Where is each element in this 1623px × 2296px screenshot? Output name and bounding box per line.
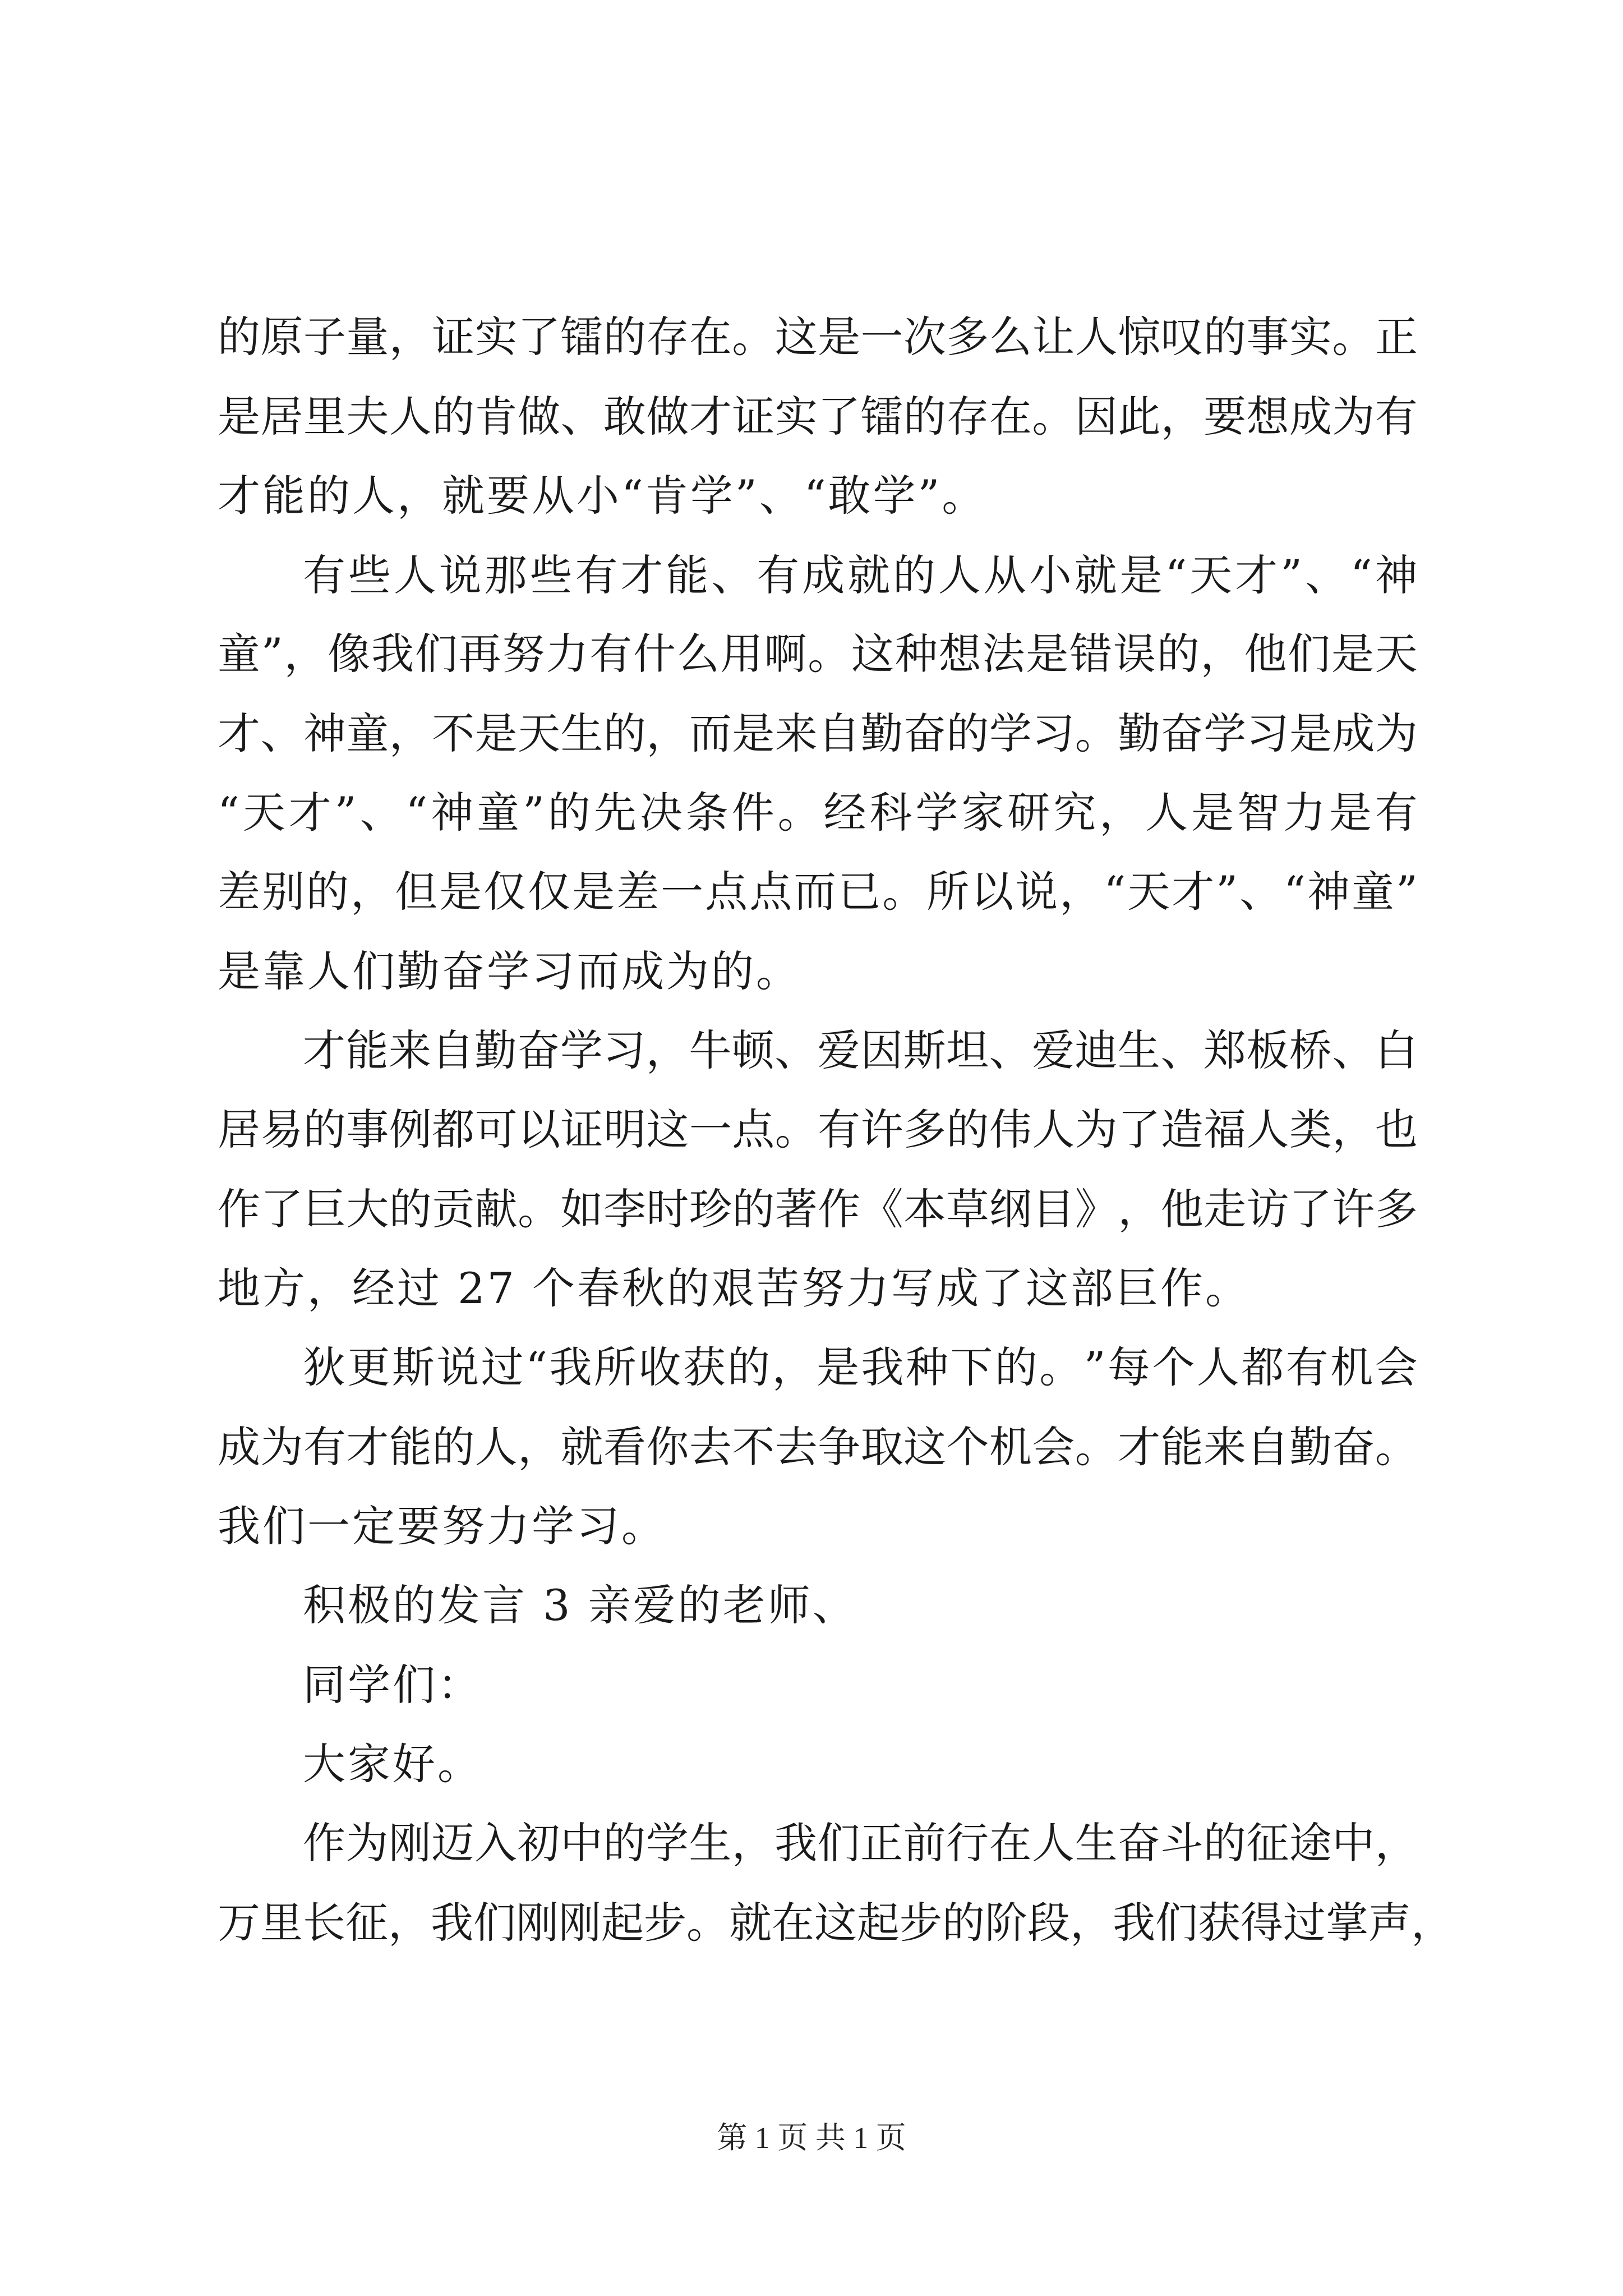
body-line: 作 了 巨 大 的 贡 献 。 如 李 时 珍 的 著 作 《 本 草 纲 目 》 ， 他 走 访 了 许 多 [218, 1184, 1418, 1234]
body-line: 是 居 里 夫 人 的 肯 做 、 敢 做 才 证 实 了 镭 的 存 在 。 因 此 ， 要 想 成 为 有 [218, 392, 1418, 441]
body-line: 狄 更 斯 说 过 “ 我 所 收 获 的 ， 是 我 种 下 的 。 ” 每 个 人 都 有 机 会 [303, 1342, 1418, 1392]
body-line: “ 天 才 ” 、 “ 神 童 ” 的 先 决 条 件 。 经 科 学 家 研 究 ， 人 是 智 力 是 有 [218, 788, 1418, 838]
body-line: 是靠人们勤奋学习而成为的。 [218, 946, 801, 996]
body-line: 同学们： [303, 1660, 482, 1710]
body-line: 万 里 长 征 ， 我 们 刚 刚 起 步 。 就 在 这 起 步 的 阶 段 ， 我 们 获 得 过 掌 声 ， [218, 1898, 1454, 1948]
body-line: 居 易 的 事 例 都 可 以 证 明 这 一 点 。 有 许 多 的 伟 人 为 了 造 福 人 类 ， 也 [218, 1105, 1418, 1154]
body-line: 才能的人，就要从小“肯学”、“敢学”。 [218, 471, 987, 521]
body-line: 的 原 子 量 ， 证 实 了 镭 的 存 在 。 这 是 一 次 多 么 让 人 惊 叹 的 事 实 。 正 [218, 312, 1418, 362]
body-line: 积极的发言 3 亲爱的老师、 [303, 1580, 857, 1630]
body-line: 大家好。 [303, 1739, 482, 1789]
body-line: 才 、 神 童 ， 不 是 天 生 的 ， 而 是 来 自 勤 奋 的 学 习 。 勤 奋 学 习 是 成 为 [218, 708, 1418, 758]
body-line: 成 为 有 才 能 的 人 ， 就 看 你 去 不 去 争 取 这 个 机 会 。 才 能 来 自 勤 奋 。 [218, 1422, 1418, 1472]
body-line: 才 能 来 自 勤 奋 学 习 ， 牛 顿 、 爱 因 斯 坦 、 爱 迪 生 、 郑 板 桥 、 白 [303, 1025, 1418, 1075]
body-line: 差 别 的 ， 但 是 仅 仅 是 差 一 点 点 而 已 。 所 以 说 ， “ 天 才 ” 、 “ 神 童 ” [218, 867, 1418, 917]
page-footer: 第 1 页 共 1 页 [717, 2121, 906, 2155]
body-line: 童 ” ， 像 我 们 再 努 力 有 什 么 用 啊 。 这 种 想 法 是 错 误 的 ， 他 们 是 天 [218, 629, 1418, 679]
body-line: 我们一定要努力学习。 [218, 1501, 666, 1551]
body-line: 地方，经过 27 个春秋的艰苦努力写成了这部巨作。 [218, 1263, 1251, 1313]
body-line: 有 些 人 说 那 些 有 才 能 、 有 成 就 的 人 从 小 就 是 “ 天 才 ” 、 “ 神 [303, 550, 1418, 600]
body-line: 作 为 刚 迈 入 初 中 的 学 生 ， 我 们 正 前 行 在 人 生 奋 斗 的 征 途 中 ， [303, 1818, 1418, 1868]
